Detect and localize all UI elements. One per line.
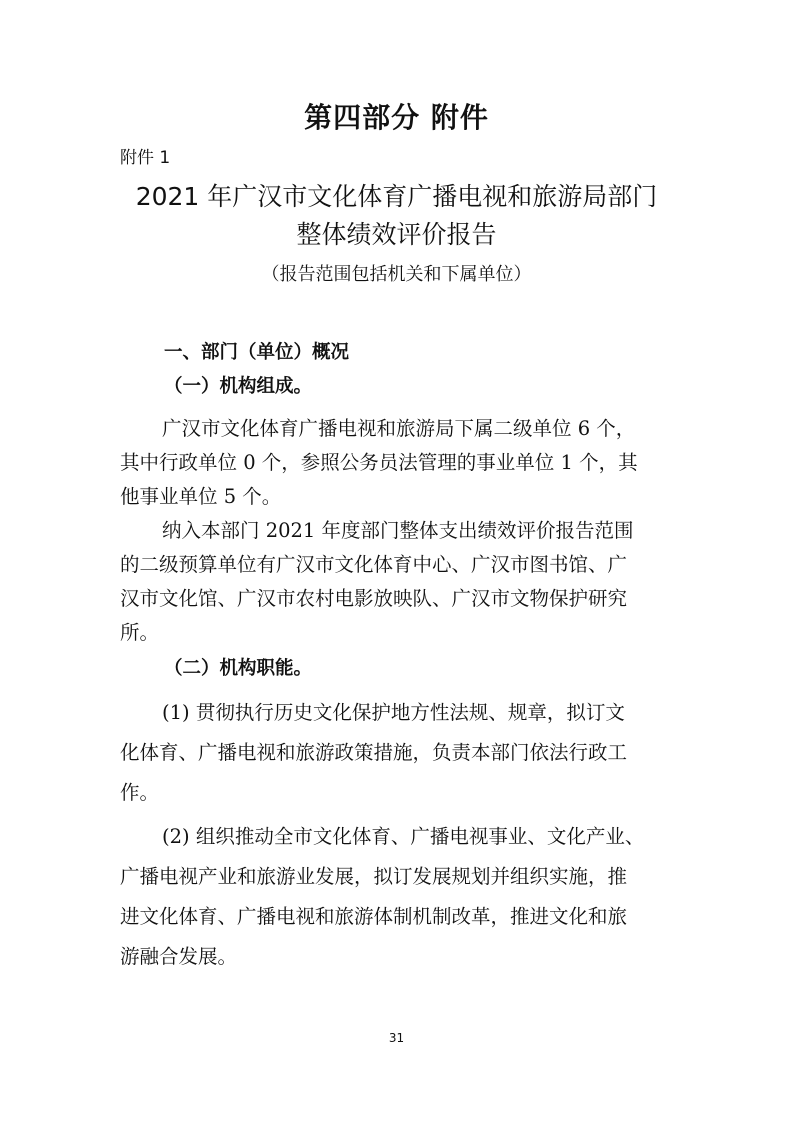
paragraph-line: 化体育、广播电视和旅游政策措施，负责本部门依法行政工	[120, 741, 628, 764]
paragraph-line: 其中行政单位 0 个，参照公务员法管理的事业单位 1 个，其	[120, 451, 638, 474]
paragraph-line: 纳入本部门 2021 年度部门整体支出绩效评价报告范围	[162, 519, 634, 542]
paragraph-line: 游融合发展。	[120, 945, 238, 968]
section-heading-overview: 一、部门（单位）概况	[164, 342, 350, 363]
subsection-heading-composition: （一）机构组成。	[164, 376, 313, 397]
page-number: 31	[388, 1031, 405, 1045]
paragraph-line: 的二级预算单位有广汉市文化体育中心、广汉市图书馆、广	[120, 553, 628, 576]
report-title-line-2: 整体绩效评价报告	[296, 220, 497, 249]
part-title: 第四部分 附件	[304, 101, 489, 134]
paragraph-line: (1) 贯彻执行历史文化保护地方性法规、规章，拟订文	[162, 701, 625, 724]
appendix-label: 附件 1	[120, 148, 171, 168]
report-title-line-1: 2021 年广汉市文化体育广播电视和旅游局部门	[135, 182, 658, 211]
paragraph-line: 广播电视产业和旅游业发展，拟订发展规划并组织实施，推	[120, 865, 628, 888]
paragraph-line: 作。	[120, 781, 160, 804]
subsection-heading-functions: （二）机构职能。	[164, 658, 313, 679]
paragraph-line: 进文化体育、广播电视和旅游体制机制改革，推进文化和旅	[120, 905, 628, 928]
paragraph-line: 广汉市文化体育广播电视和旅游局下属二级单位 6 个，	[162, 417, 636, 440]
report-scope-note: （报告范围包括机关和下属单位）	[261, 264, 532, 285]
paragraph-line: 他事业单位 5 个。	[120, 485, 282, 508]
paragraph-line: 汉市文化馆、广汉市农村电影放映队、广汉市文物保护研究	[120, 587, 628, 610]
paragraph-line: (2) 组织推动全市文化体育、广播电视事业、文化产业、	[162, 825, 645, 848]
paragraph-line: 所。	[120, 621, 160, 644]
